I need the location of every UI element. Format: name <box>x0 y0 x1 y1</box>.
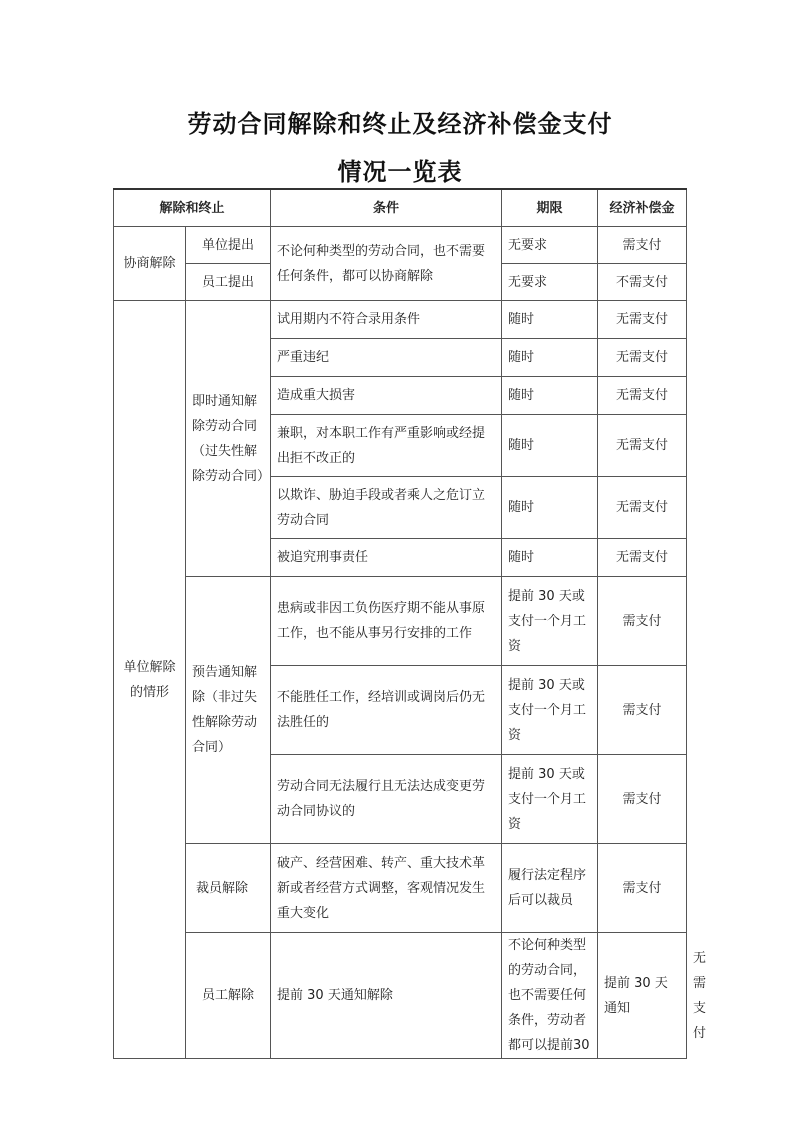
sub-employee-proposal: 员工提出 <box>186 264 271 301</box>
compensation-cell: 需支付 <box>598 666 687 755</box>
table-row <box>114 577 687 666</box>
compensation-cell: 无需支付 <box>598 477 687 539</box>
period-cell: 提前 30 天或支付一个月工资 <box>502 577 598 666</box>
document-subtitle: 情况一览表 <box>337 158 463 186</box>
period-cell: 提前 30 天或支付一个月工资 <box>502 666 598 755</box>
group-negotiated: 协商解除 <box>114 227 186 301</box>
summary-table <box>113 188 707 1059</box>
compensation-cell: 不需支付 <box>598 264 687 301</box>
condition-cell: 不论何种类型的劳动合同，也不需要任何条件，都可以协商解除 <box>271 227 502 301</box>
period-cell: 提前 30 天通知 <box>598 933 687 1059</box>
compensation-cell: 需支付 <box>598 755 687 844</box>
period-cell: 随时 <box>502 539 598 577</box>
condition-cell: 试用期内不符合录用条件 <box>271 301 502 339</box>
period-cell: 履行法定程序后可以裁员 <box>502 844 598 933</box>
document-title: 劳动合同解除和终止及经济补偿金支付 <box>187 110 613 138</box>
condition-cell: 破产、经营困难、转产、重大技术革新或者经营方式调整，客观情况发生重大变化 <box>271 844 502 933</box>
header-category: 解除和终止 <box>114 189 271 227</box>
group-employee: 员工解除 <box>186 933 271 1059</box>
table-row <box>114 227 687 264</box>
table-row: 员工解除 提前 30 天通知解除 不论何种类型的劳动合同，也不需要任何条件，劳动者都可以提前30 提前 30 天通知 无需支付 <box>114 933 687 1059</box>
condition-cell: 不论何种类型的劳动合同，也不需要任何条件，劳动者都可以提前30 <box>502 933 598 1059</box>
compensation-cell: 需支付 <box>598 577 687 666</box>
compensation-cell: 无需支付 <box>598 539 687 577</box>
compensation-cell: 无需支付 <box>598 339 687 377</box>
condition-cell: 劳动合同无法履行且无法达成变更劳动合同协议的 <box>271 755 502 844</box>
compensation-cell: 需支付 <box>598 227 687 264</box>
header-period: 期限 <box>502 189 598 227</box>
header-row <box>114 189 687 227</box>
period-cell: 随时 <box>502 477 598 539</box>
period-cell: 随时 <box>502 377 598 415</box>
table-row <box>114 844 687 933</box>
period-cell: 无要求 <box>502 227 598 264</box>
compensation-cell: 无需支付 <box>598 377 687 415</box>
sub-immediate: 即时通知解除劳动合同（过失性解除劳动合同） <box>186 301 271 577</box>
condition-cell: 不能胜任工作，经培训或调岗后仍无法胜任的 <box>271 666 502 755</box>
header-compensation: 经济补偿金 <box>598 189 687 227</box>
condition-cell: 造成重大损害 <box>271 377 502 415</box>
sub-employee-notice: 提前 30 天通知解除 <box>271 933 502 1059</box>
group-employer: 单位解除的情形 <box>114 301 186 1059</box>
sub-employer-proposal: 单位提出 <box>186 227 271 264</box>
compensation-cell: 无需支付 <box>598 301 687 339</box>
period-cell: 提前 30 天或支付一个月工资 <box>502 755 598 844</box>
period-cell: 无要求 <box>502 264 598 301</box>
table-row <box>114 301 687 339</box>
period-cell: 随时 <box>502 415 598 477</box>
header-condition: 条件 <box>271 189 502 227</box>
sub-layoff: 裁员解除 <box>186 844 271 933</box>
compensation-cell: 需支付 <box>598 844 687 933</box>
period-cell: 随时 <box>502 339 598 377</box>
compensation-cell: 无需支付 <box>598 415 687 477</box>
sub-notice: 预告通知解除（非过失性解除劳动合同） <box>186 577 271 844</box>
condition-cell: 兼职，对本职工作有严重影响或经提出拒不改正的 <box>271 415 502 477</box>
condition-cell: 被追究刑事责任 <box>271 539 502 577</box>
condition-cell: 严重违纪 <box>271 339 502 377</box>
condition-cell: 以欺诈、胁迫手段或者乘人之危订立劳动合同 <box>271 477 502 539</box>
period-cell: 随时 <box>502 301 598 339</box>
condition-cell: 患病或非因工负伤医疗期不能从事原工作，也不能从事另行安排的工作 <box>271 577 502 666</box>
